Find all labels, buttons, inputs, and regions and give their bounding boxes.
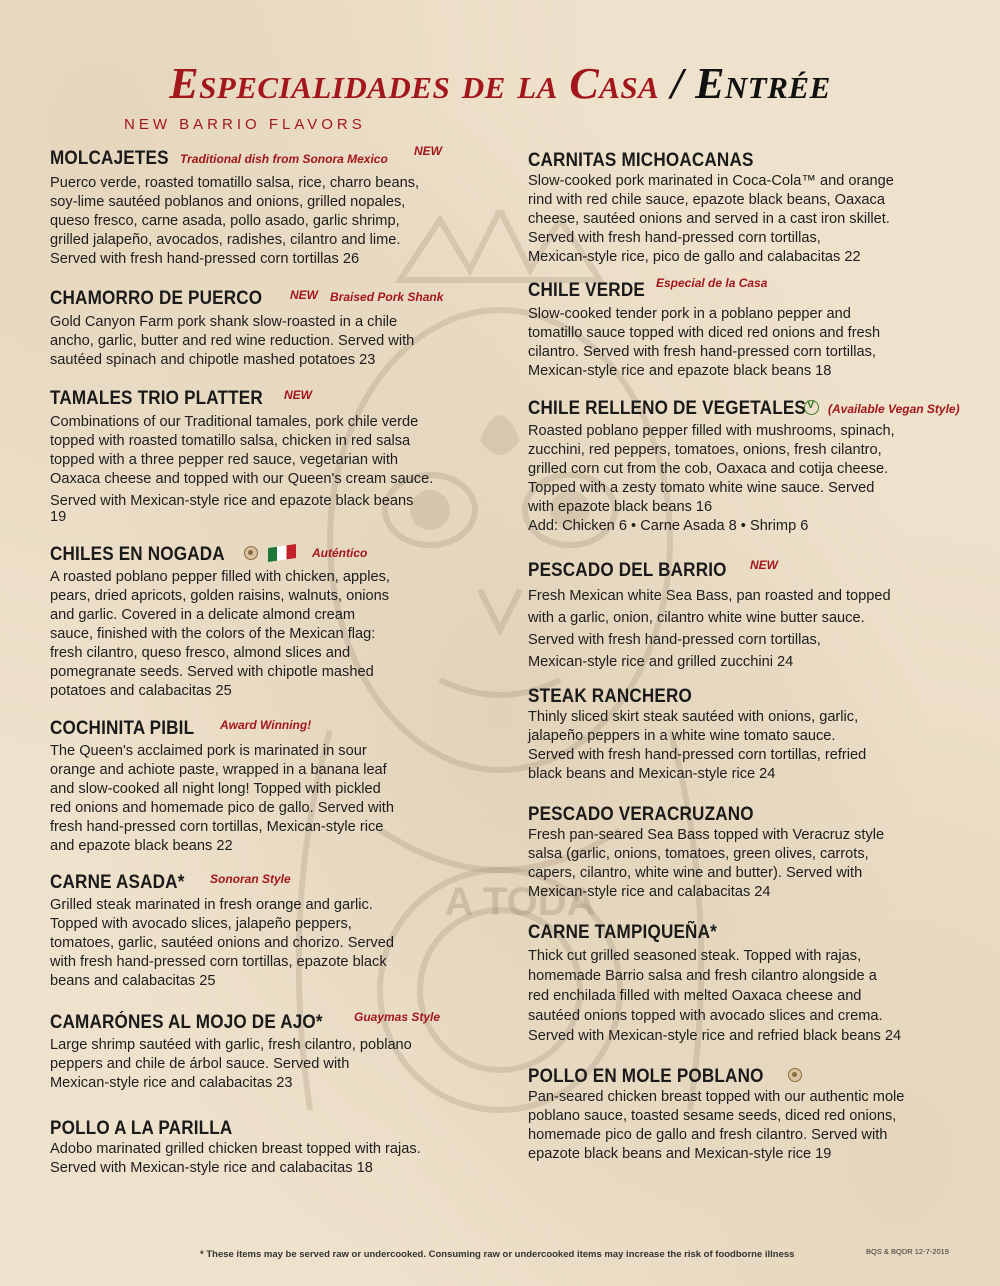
menu-item (528, 804, 968, 902)
desc-line: sautéed spinach and chipotle mashed potatoes 23 (50, 352, 376, 368)
watermark-text: A TODA (444, 880, 596, 924)
item-name: CARNITAS MICHOACANAS (528, 150, 754, 171)
desc-line: Puerco verde, roasted tomatillo salsa, rice, charro beans, (50, 175, 420, 191)
menu-item (528, 922, 968, 1046)
desc-line: Served with fresh hand-pressed corn tortillas, refried (528, 747, 867, 763)
menu-item (50, 144, 490, 269)
item-note: Traditional dish from Sonora Mexico (180, 152, 388, 166)
desc-line: pomegranate seeds. Served with chipotle mashed (50, 664, 374, 680)
document-code: BQS & BQDR 12-7-2019 (866, 1247, 949, 1256)
menu-item (528, 686, 968, 784)
desc-line: The Queen's acclaimed pork is marinated in sour (50, 743, 367, 759)
desc-line: Large shrimp sautéed with garlic, fresh cilantro, poblano (50, 1037, 412, 1053)
desc-line: Combinations of our Traditional tamales, pork chile verde (50, 414, 419, 430)
item-new-badge: NEW (284, 388, 312, 402)
item-name: POLLO EN MOLE POBLANO (528, 1066, 764, 1087)
desc-line: A roasted poblano pepper filled with chicken, apples, (50, 569, 390, 585)
mexican-flag-icon (268, 544, 296, 562)
item-name: CHILE VERDE (528, 280, 645, 301)
desc-line: zucchini, red peppers, tomatoes, onions, fresh cilantro, (528, 442, 882, 458)
desc-line: beans and calabacitas 25 (50, 973, 216, 989)
item-note: Sonoran Style (210, 872, 291, 886)
desc-line: Pan-seared chicken breast topped with our authentic mole (528, 1089, 905, 1105)
item-name: PESCADO VERACRUZANO (528, 804, 754, 825)
desc-line: with fresh hand-pressed corn tortillas, epazote black (50, 954, 387, 970)
desc-line: soy-lime sautéed poblanos and onions, grilled nopales, (50, 194, 406, 210)
menu-item (528, 276, 968, 381)
desc-line: cheese, sautéed onions and served in a cast iron skillet. (528, 211, 890, 227)
desc-line: Served with fresh hand-pressed corn tortillas, (528, 230, 821, 246)
desc-line: fresh cilantro, queso fresco, almond slices and (50, 645, 351, 661)
footer-disclaimer: * These items may be served raw or undercooked. Consuming raw or undercooked items may increase the risk of foodborne illness (200, 1249, 795, 1260)
desc-line: potatoes and calabacitas 25 (50, 683, 232, 699)
desc-line: Mexican-style rice and calabacitas 23 (50, 1075, 293, 1091)
subtitle: NEW BARRIO FLAVORS (124, 116, 366, 133)
desc-line: orange and achiote paste, wrapped in a banana leaf (50, 762, 387, 778)
desc-line: sautéed onions topped with avocado slices and crema. (528, 1008, 883, 1024)
desc-line: Grilled steak marinated in fresh orange and garlic. (50, 897, 373, 913)
desc-line: Add: Chicken 6 • Carne Asada 8 • Shrimp 6 (528, 518, 809, 534)
desc-line: with a garlic, onion, cilantro white wine butter sauce. (528, 610, 865, 626)
desc-line: and epazote black beans 22 (50, 838, 233, 854)
menu-item (528, 150, 968, 267)
desc-line: peppers and chile de árbol sauce. Served with (50, 1056, 350, 1072)
item-name: CARNE TAMPIQUEÑA* (528, 922, 717, 943)
item-name: CAMARÓNES AL MOJO DE AJO* (50, 1012, 323, 1033)
menu-item (528, 560, 968, 673)
desc-line: queso fresco, carne asada, pollo asado, garlic shrimp, (50, 213, 400, 229)
desc-line: capers, cilantro, white wine and butter). Served with (528, 865, 863, 881)
desc-line: fresh hand-pressed corn tortillas, Mexican-style rice (50, 819, 384, 835)
desc-line: Mexican-style rice, pico de gallo and calabacitas 22 (528, 249, 861, 265)
desc-line: Thinly sliced skirt steak sautéed with onions, garlic, (528, 709, 859, 725)
desc-line: rind with red chile sauce, epazote black beans, Oaxaca (528, 192, 885, 208)
item-note: Auténtico (312, 546, 368, 560)
menu-item (50, 872, 490, 991)
desc-line: jalapeño peppers in a white wine tomato sauce. (528, 728, 836, 744)
item-note: Braised Pork Shank (330, 290, 444, 304)
seal-icon (788, 1068, 802, 1082)
item-name: PESCADO DEL BARRIO (528, 560, 727, 581)
desc-line: cilantro. Served with fresh hand-pressed corn tortillas, (528, 344, 876, 360)
item-note: (Available Vegan Style) (828, 402, 960, 416)
menu-item (50, 288, 490, 370)
item-name: CHAMORRO DE PUERCO (50, 288, 263, 309)
desc-line: tomatillo sauce topped with diced red onions and fresh (528, 325, 881, 341)
desc-line: poblano sauce, toasted sesame seeds, diced red onions, (528, 1108, 897, 1124)
menu-item (50, 544, 490, 701)
item-name: TAMALES TRIO PLATTER (50, 388, 263, 409)
desc-line: Served with Mexican-style rice and calabacitas 18 (50, 1160, 373, 1176)
desc-line: tomatoes, garlic, sautéed onions and chorizo. Served (50, 935, 394, 951)
item-name: POLLO A LA PARILLA (50, 1118, 233, 1139)
item-new-badge: NEW (750, 558, 778, 572)
item-note: Guaymas Style (354, 1010, 441, 1024)
desc-line: Mexican-style rice and calabacitas 24 (528, 884, 771, 900)
desc-line: with epazote black beans 16 (528, 499, 713, 515)
menu-item (528, 1066, 968, 1164)
desc-line: red onions and homemade pico de gallo. Served with (50, 800, 394, 816)
desc-line: Mexican-style rice and epazote black beans 18 (528, 363, 832, 379)
item-note: Especial de la Casa (656, 276, 768, 290)
desc-line: epazote black beans and Mexican-style rice 19 (528, 1146, 832, 1162)
item-note: Award Winning! (220, 718, 312, 732)
item-name: MOLCAJETES (50, 148, 169, 169)
seal-icon (244, 546, 258, 560)
desc-line: Served with fresh hand-pressed corn tortillas, (528, 632, 821, 648)
desc-line: black beans and Mexican-style rice 24 (528, 766, 776, 782)
desc-line: Gold Canyon Farm pork shank slow-roasted in a chile (50, 314, 398, 330)
desc-line: Served with Mexican-style rice and refried black beans 24 (528, 1028, 902, 1044)
desc-line: grilled jalapeño, avocados, radishes, cilantro and lime. (50, 232, 401, 248)
desc-line: Fresh pan-seared Sea Bass topped with Veracruz style (528, 827, 885, 843)
item-name: STEAK RANCHERO (528, 686, 693, 707)
desc-line: Slow-cooked pork marinated in Coca-Cola™ and orange (528, 173, 894, 189)
title-english: Entrée (695, 59, 831, 108)
desc-line: Roasted poblano pepper filled with mushrooms, spinach, (528, 423, 895, 439)
desc-line: sauce, finished with the colors of the Mexican flag: (50, 626, 376, 642)
item-name: COCHINITA PIBIL (50, 718, 195, 739)
item-name: CHILE RELLENO DE VEGETALES (528, 398, 807, 419)
desc-line: homemade Barrio salsa and fresh cilantro alongside a (528, 968, 877, 984)
item-new-badge: NEW (290, 288, 318, 302)
desc-line: Topped with a zesty tomato white wine sauce. Served (528, 480, 875, 496)
menu-item (50, 718, 490, 856)
desc-line: Mexican-style rice and grilled zucchini 24 (528, 654, 794, 670)
desc-line: ancho, garlic, butter and red wine reduction. Served with (50, 333, 415, 349)
desc-line: Served with fresh hand-pressed corn tortillas 26 (50, 251, 360, 267)
menu-item (50, 388, 490, 527)
title-spanish: Especialidades de la Casa (169, 59, 660, 108)
desc-line: red enchilada filled with melted Oaxaca cheese and (528, 988, 862, 1004)
desc-line: pears, dried apricots, golden raisins, walnuts, onions (50, 588, 390, 604)
item-name: CHILES EN NOGADA (50, 544, 225, 565)
desc-line: and garlic. Covered in a delicate almond cream (50, 607, 356, 623)
menu-item (528, 398, 968, 536)
page-title (0, 58, 1000, 110)
item-name: CARNE ASADA* (50, 872, 185, 893)
desc-line: topped with a three pepper red sauce, vegetarian with (50, 452, 399, 468)
item-new-badge: NEW (414, 144, 442, 158)
desc-line: grilled corn cut from the cob, Oaxaca and cotija cheese. (528, 461, 889, 477)
desc-line: 19 (50, 509, 67, 525)
desc-line: Slow-cooked tender pork in a poblano pepper and (528, 306, 851, 322)
desc-line: Served with Mexican-style rice and epazote black beans (50, 493, 414, 509)
desc-line: Thick cut grilled seasoned steak. Topped with rajas, (528, 948, 862, 964)
desc-line: Oaxaca cheese and topped with our Queen's cream sauce. (50, 471, 434, 487)
desc-line: Topped with avocado slices, jalapeño peppers, (50, 916, 352, 932)
desc-line: Adobo marinated grilled chicken breast topped with rajas. (50, 1141, 421, 1157)
desc-line: homemade pico de gallo and fresh cilantro. Served with (528, 1127, 888, 1143)
vegan-icon (804, 400, 819, 415)
title-separator: / (659, 59, 696, 108)
desc-line: salsa (garlic, onions, tomatoes, green olives, carrots, (528, 846, 869, 862)
menu-item (50, 1012, 490, 1093)
desc-line: topped with roasted tomatillo salsa, chicken in red salsa (50, 433, 411, 449)
desc-line: and slow-cooked all night long! Topped with pickled (50, 781, 381, 797)
menu-item (50, 1118, 490, 1178)
desc-line: Fresh Mexican white Sea Bass, pan roasted and topped (528, 588, 891, 604)
